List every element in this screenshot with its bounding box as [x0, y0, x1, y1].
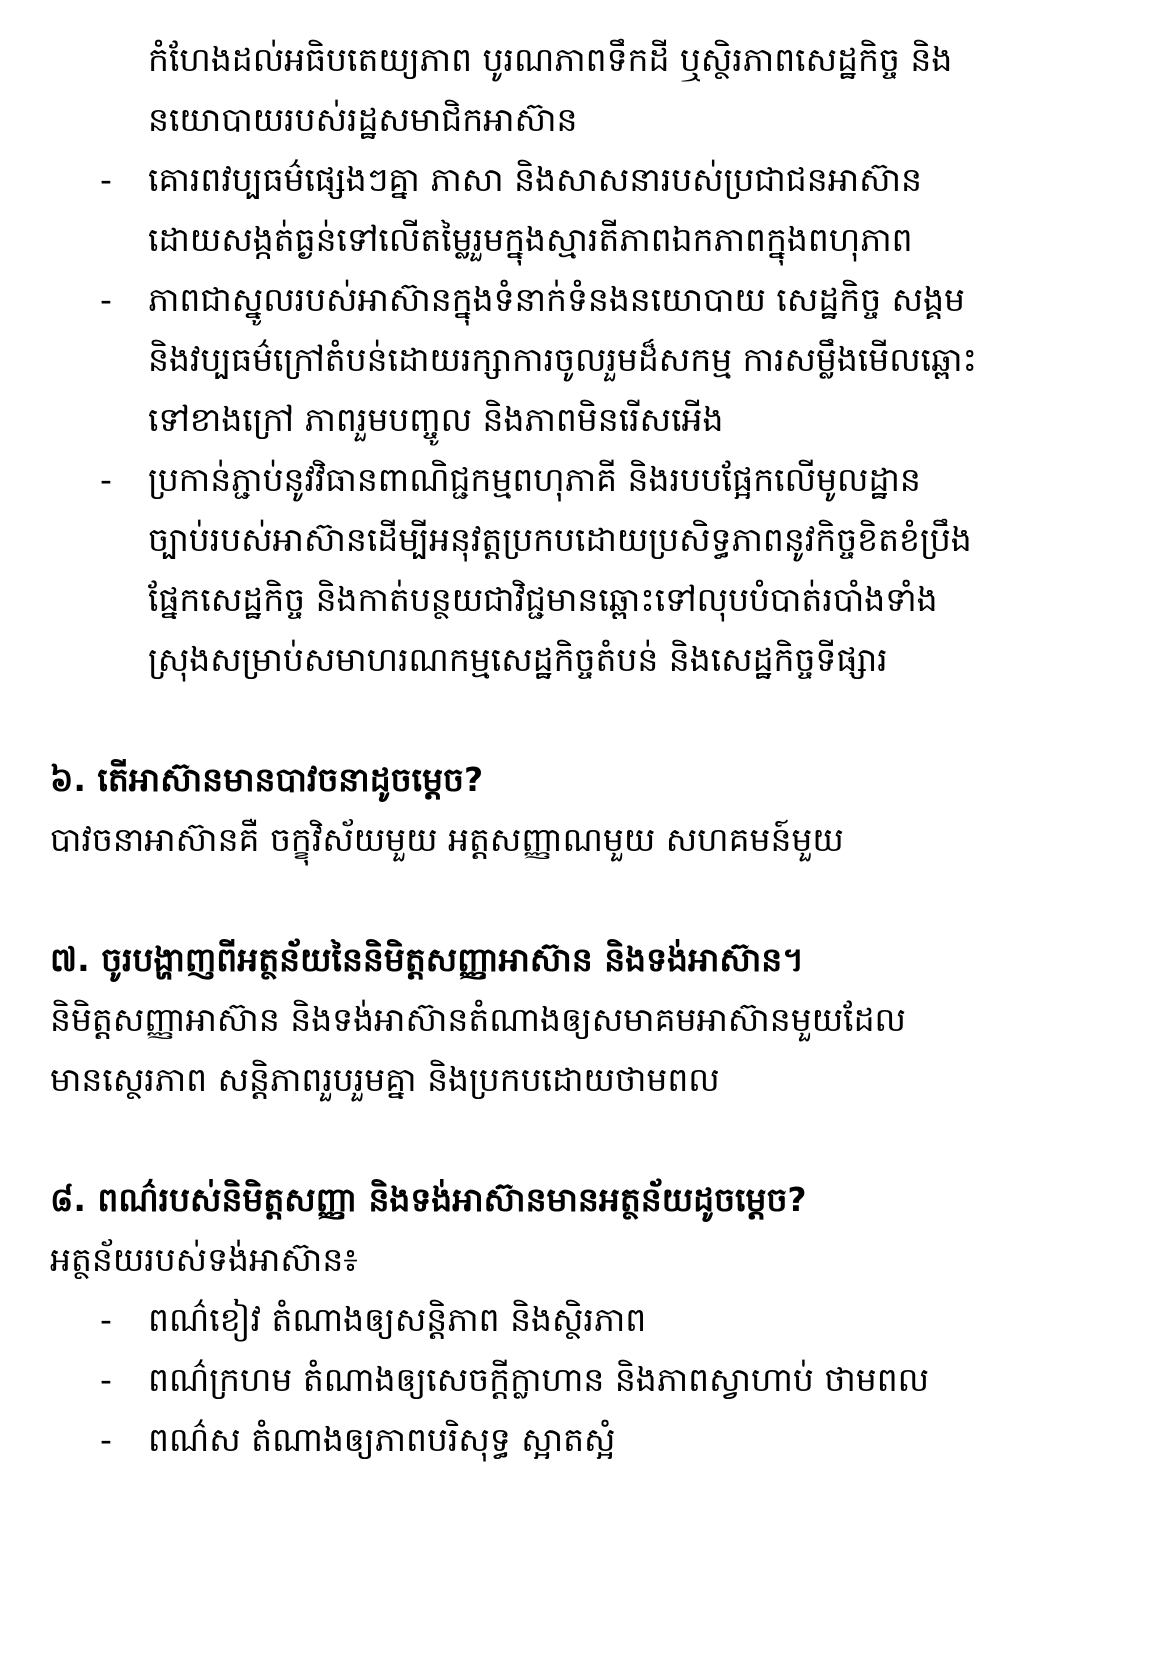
bullet-dash: - — [100, 1300, 112, 1339]
text-line: នយោបាយរបស់រដ្ឋសមាជិកអាស៊ាន — [148, 100, 578, 139]
text-line: ពណ៌ក្រហម តំណាងឲ្យសេចក្តីក្លាហាន និងភាពស្វាហាប់ ថាមពល — [148, 1360, 930, 1399]
text-line: ទៅខាងក្រៅ ភាពរួមបញ្ចូល និងភាពមិនរើសអើង — [148, 400, 724, 439]
list-item — [0, 1350, 1166, 1410]
text-line: ពណ៌ខៀវ តំណាងឲ្យសន្តិភាព និងស្ថិរភាព — [148, 1300, 647, 1339]
text-line: គោរពវប្បធម៌ផ្សេងៗគ្នា ភាសា និងសាសនារបស់ប្រជាជនអាស៊ាន — [148, 160, 922, 199]
question-heading: ៨. ពណ៌របស់និមិត្តសញ្ញា និងទង់អាស៊ានមានអត្ថន័យដូចម្តេច? — [50, 1180, 807, 1219]
text-line: ផ្នែកសេដ្ឋកិច្ច និងកាត់បន្ថយជាវិជ្ជមានឆ្ពោះទៅលុបបំបាត់របាំងទាំង — [148, 580, 938, 619]
question-7-section — [0, 930, 1166, 1110]
text-line: ស្រុងសម្រាប់សមាហរណកម្មសេដ្ឋកិច្ចតំបន់ និងសេដ្ឋកិច្ចទីផ្សារ — [148, 640, 888, 679]
text-line: កំហែងដល់អធិបតេយ្យភាព បូរណភាពទឹកដី ឬស្ថិរភាពសេដ្ឋកិច្ច និង — [148, 40, 953, 79]
question-heading: ៦. តើអាស៊ានមានបាវចនាដូចម្តេច? — [50, 760, 484, 799]
principles-list — [0, 150, 1166, 690]
answer-text: មានស្ថេរភាព សន្តិភាពរួបរួមគ្នា និងប្រកបដោយថាមពល — [50, 1060, 720, 1099]
bullet-dash: - — [100, 280, 112, 319]
text-line: ដោយសង្កត់ធ្ងន់ទៅលើតម្លៃរួមក្នុងស្មារតីភាពឯកភាពក្នុងពហុភាព — [148, 220, 913, 259]
list-item — [0, 1410, 1166, 1470]
list-item — [0, 270, 1166, 450]
bullet-dash: - — [100, 160, 112, 199]
bullet-dash: - — [100, 460, 112, 499]
text-line: និងវប្បធម៌ក្រៅតំបន់ដោយរក្សាការចូលរួមដ៏សកម្ម ការសម្លឹងមើលឆ្ពោះ — [148, 340, 978, 379]
text-line: ភាពជាស្នូលរបស់អាស៊ានក្នុងទំនាក់ទំនងនយោបាយ សេដ្ឋកិច្ច សង្គម — [148, 280, 965, 319]
bullet-dash: - — [100, 1420, 112, 1459]
spacer — [0, 1110, 1166, 1170]
answer-text: បាវចនាអាស៊ានគឺ ចក្ខុវិស័យមួយ អត្តសញ្ញាណមួយ សហគមន៍មួយ — [50, 820, 844, 859]
question-6-section — [0, 750, 1166, 870]
answer-text: និមិត្តសញ្ញាអាស៊ាន និងទង់អាស៊ានតំណាងឲ្យសមាគមអាស៊ានមួយដែល — [50, 1000, 906, 1039]
list-item — [0, 450, 1166, 690]
intro-paragraph — [0, 30, 1166, 150]
answer-intro: អត្ថន័យរបស់ទង់អាស៊ាន៖ — [50, 1240, 358, 1279]
text-line: ច្បាប់របស់អាស៊ានដើម្បីអនុវត្តប្រកបដោយប្រសិទ្ធភាពនូវកិច្ចខិតខំប្រឹង — [148, 520, 972, 559]
text-line: ប្រកាន់ភ្ជាប់នូវវិធានពាណិជ្ជកម្មពហុភាគី និងរបបផ្អែកលើមូលដ្ឋាន — [148, 460, 921, 499]
list-item — [0, 150, 1166, 270]
colors-list — [0, 1290, 1166, 1470]
bullet-dash: - — [100, 1360, 112, 1399]
spacer — [0, 870, 1166, 930]
list-item — [0, 1290, 1166, 1350]
question-heading: ៧. ចូរបង្ហាញពីអត្ថន័យនៃនិមិត្តសញ្ញាអាស៊ាន និងទង់អាស៊ាន។ — [50, 940, 805, 979]
question-8-section — [0, 1170, 1166, 1470]
spacer — [0, 690, 1166, 750]
text-line: ពណ៌ស តំណាងឲ្យភាពបរិសុទ្ធ ស្អាតស្អំ — [148, 1420, 616, 1459]
